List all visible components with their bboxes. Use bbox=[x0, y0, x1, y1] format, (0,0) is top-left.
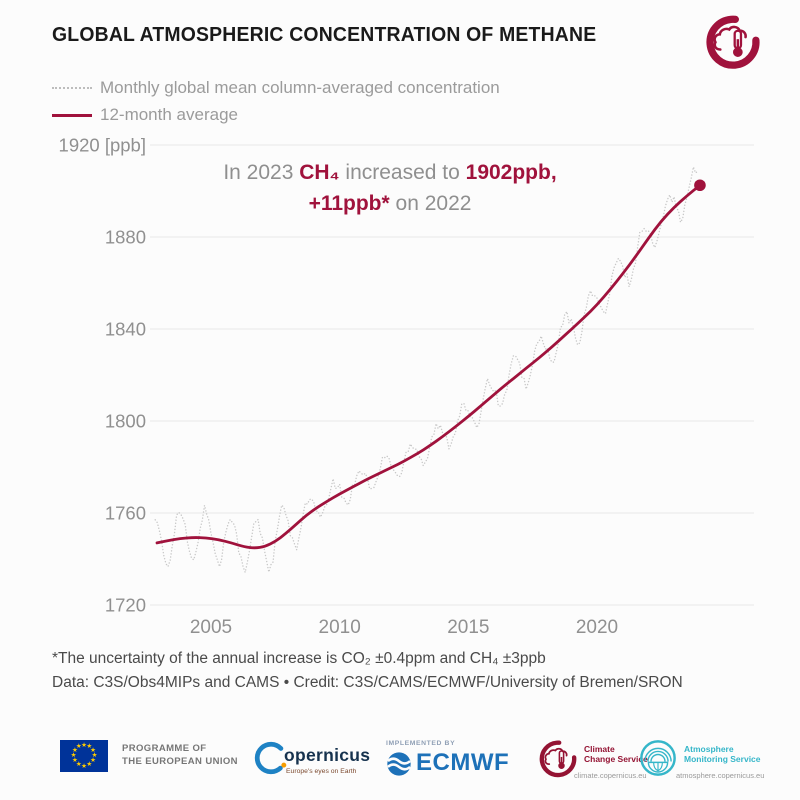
eu-star-icon: ★ bbox=[90, 757, 96, 764]
c3s-url: climate.copernicus.eu bbox=[574, 771, 647, 780]
cams-url: atmosphere.copernicus.eu bbox=[676, 771, 765, 780]
eu-star-icon: ★ bbox=[75, 760, 82, 768]
x-tick-label: 2020 bbox=[575, 617, 619, 638]
eu-star-icon: ★ bbox=[86, 760, 93, 768]
annotation-prefix: In 2023 bbox=[223, 161, 300, 184]
eu-star-icon: ★ bbox=[70, 751, 77, 759]
legend-label-monthly: Monthly global mean column-averaged concentration bbox=[100, 78, 500, 97]
copernicus-wordmark: opernicus bbox=[284, 745, 371, 765]
cams-label-line2: Monitoring Service bbox=[684, 754, 761, 764]
page-title: GLOBAL ATMOSPHERIC CONCENTRATION OF METHANE bbox=[52, 24, 597, 46]
cams-label-line1: Atmosphere bbox=[684, 744, 734, 754]
y-tick-label: 1720 bbox=[104, 594, 146, 616]
eu-star-icon: ★ bbox=[91, 751, 98, 759]
x-tick-label: 2010 bbox=[318, 617, 361, 638]
x-tick-label: 2005 bbox=[189, 617, 233, 638]
average-12mo-line bbox=[157, 185, 700, 548]
eu-star-icon: ★ bbox=[81, 762, 87, 770]
monthly-concentration-line bbox=[155, 167, 698, 572]
latest-value-dot bbox=[694, 179, 706, 191]
eu-programme-label bbox=[122, 743, 238, 768]
eu-flag-icon bbox=[60, 740, 108, 772]
chart-annotation bbox=[150, 157, 630, 219]
copernicus-tagline: Europe's eyes on Earth bbox=[286, 768, 357, 775]
cams-label bbox=[684, 744, 761, 764]
ecmwf-wordmark: ECMWF bbox=[416, 749, 510, 776]
annotation-middle: increased to bbox=[339, 161, 466, 184]
partner-logos-bar bbox=[0, 732, 800, 792]
annotation-ch4: CH₄ bbox=[299, 161, 340, 184]
ecmwf-logo-icon bbox=[385, 750, 413, 778]
footnote-uncertainty: *The uncertainty of the annual increase is CO₂ ±0.4ppm and CH₄ ±3ppb bbox=[52, 650, 546, 667]
eu-star-icon: ★ bbox=[75, 742, 82, 750]
legend-label-average: 12-month average bbox=[100, 105, 238, 124]
eu-programme-line2: THE EUROPEAN UNION bbox=[122, 755, 238, 767]
eu-star-icon: ★ bbox=[86, 742, 93, 750]
eu-star-icon: ★ bbox=[71, 746, 78, 754]
c3s-logo-icon bbox=[537, 737, 579, 779]
footnote-credit: Data: C3S/Obs4MIPs and CAMS • Credit: C3S/CAMS/ECMWF/University of Bremen/SRON bbox=[52, 674, 683, 691]
y-tick-label: 1800 bbox=[104, 410, 146, 432]
annotation-increase: +11ppb* bbox=[308, 192, 390, 215]
eu-star-icon: ★ bbox=[81, 741, 87, 749]
y-tick-label: 1760 bbox=[104, 502, 146, 524]
eu-star-icon: ★ bbox=[71, 757, 78, 764]
annotation-value: 1902ppb, bbox=[465, 161, 557, 184]
annotation-suffix: on 2022 bbox=[389, 192, 472, 215]
x-tick-label: 2015 bbox=[447, 617, 490, 638]
y-tick-label: 1920 [ppb] bbox=[58, 134, 146, 156]
eu-programme-line1: PROGRAMME OF bbox=[122, 743, 207, 754]
c3s-label-line2: Change Service bbox=[584, 754, 648, 764]
cams-logo-icon bbox=[637, 737, 679, 779]
y-tick-label: 1880 bbox=[104, 226, 146, 248]
footnote bbox=[52, 647, 683, 695]
c3s-label-line1: Climate bbox=[584, 744, 615, 754]
eu-star-icon: ★ bbox=[90, 746, 96, 754]
y-tick-label: 1840 bbox=[104, 318, 146, 340]
implemented-by-label: IMPLEMENTED BY bbox=[386, 740, 456, 747]
